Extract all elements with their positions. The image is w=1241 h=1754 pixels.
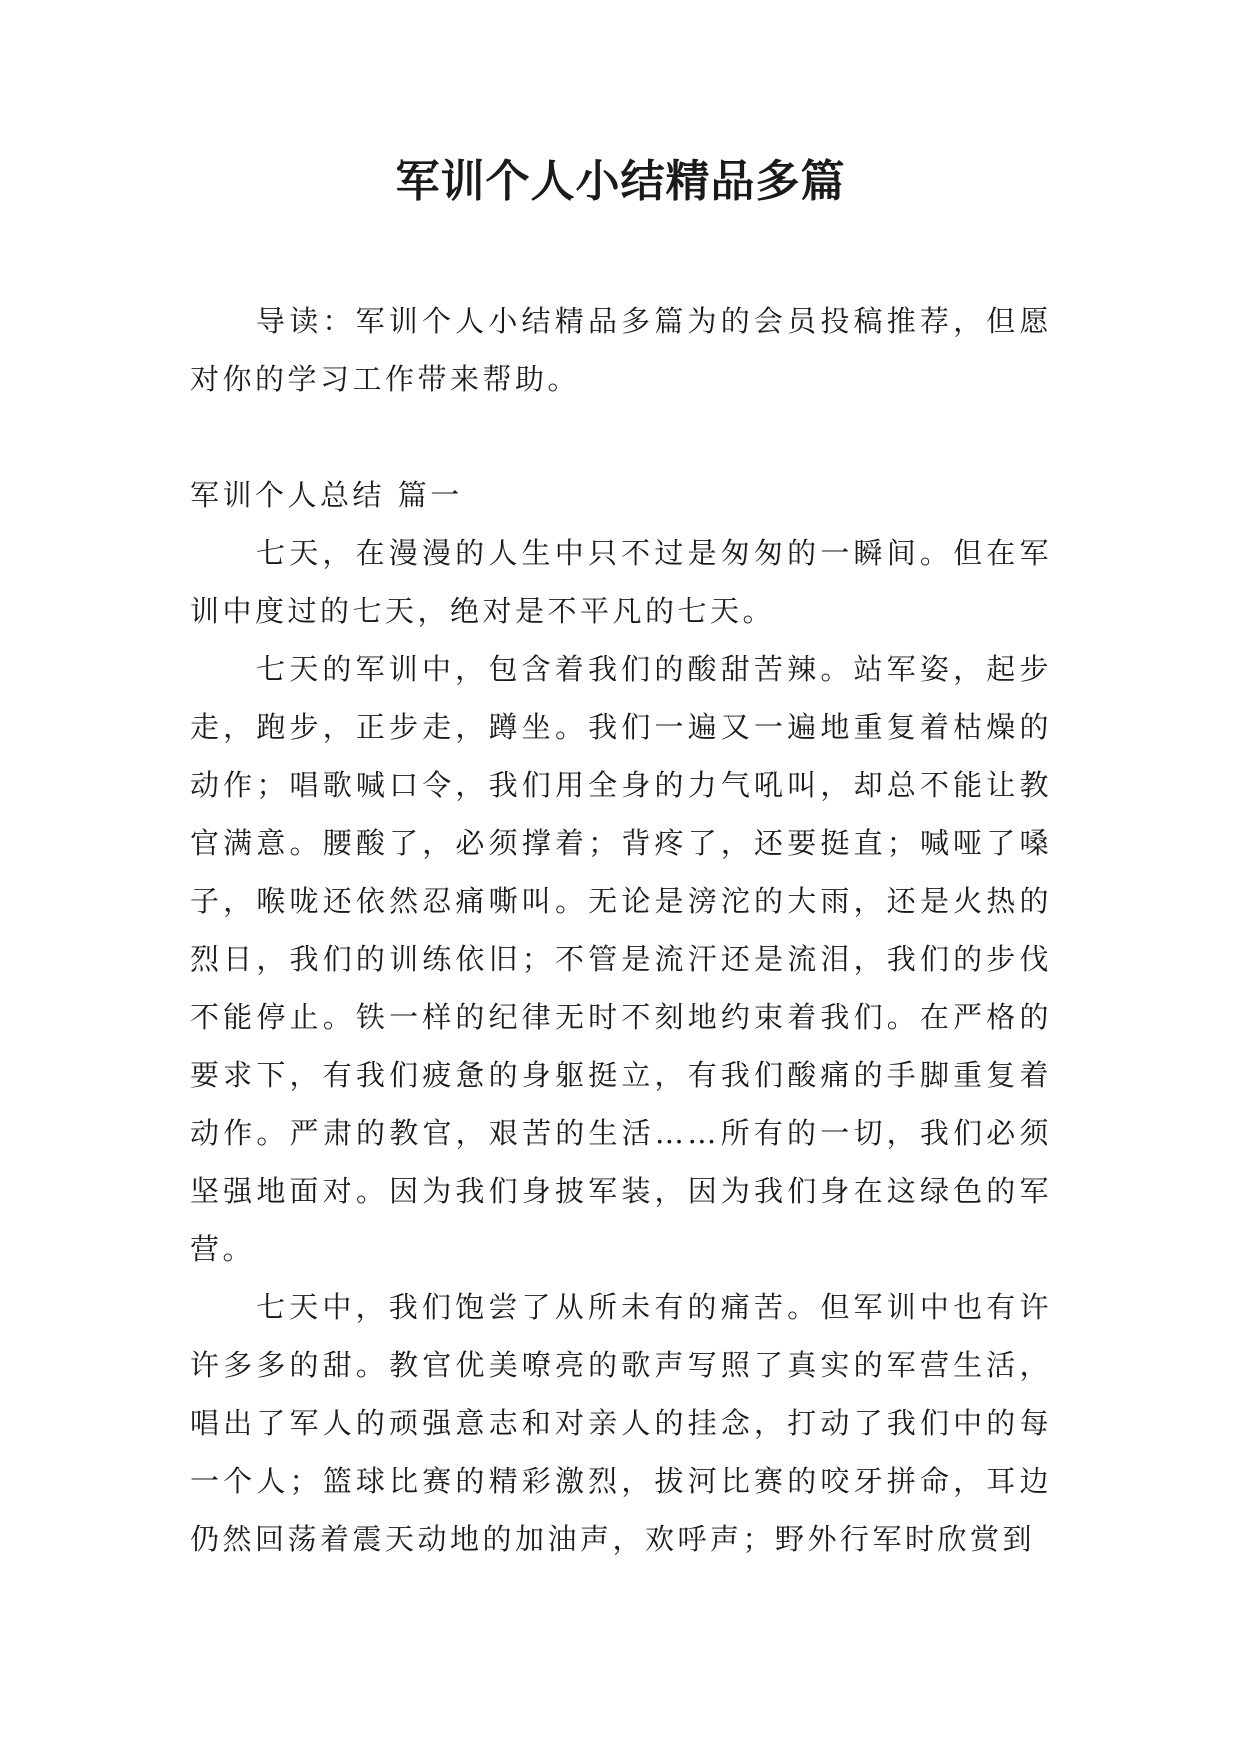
document-body <box>190 292 1052 1568</box>
section-heading: 军训个人总结 篇一 <box>190 478 463 512</box>
intro-paragraph: 导读：军训个人小结精品多篇为的会员投稿推荐，但愿对你的学习工作带来帮助。 <box>190 304 1052 396</box>
body-paragraph-3: 七天中，我们饱尝了从所未有的痛苦。但军训中也有许许多多的甜。教官优美嘹亮的歌声写照了真实的军营生活，唱出了军人的顽强意志和对亲人的挂念，打动了我们中的每一个人；篮球比赛的精彩激烈，拔河比赛的咬牙拼命，耳边仍然回荡着震天动地的加油声，欢呼声；野外行军时欣赏到 <box>190 1290 1052 1556</box>
body-paragraph-2: 七天的军训中，包含着我们的酸甜苦辣。站军姿，起步走，跑步，正步走，蹲坐。我们一遍又一遍地重复着枯燥的动作；唱歌喊口令，我们用全身的力气吼叫，却总不能让教官满意。腰酸了，必须撑着；背疼了，还要挺直；喊哑了嗓子，喉咙还依然忍痛嘶叫。无论是滂沱的大雨，还是火热的烈日，我们的训练依旧；不管是流汗还是流泪，我们的步伐不能停止。铁一样的纪律无时不刻地约束着我们。在严格的要求下，有我们疲惫的身躯挺立，有我们酸痛的手脚重复着动作。严肃的教官，艰苦的生活……所有的一切，我们必须坚强地面对。因为我们身披军装，因为我们身在这绿色的军营。 <box>190 652 1052 1266</box>
body-paragraph-1: 七天，在漫漫的人生中只不过是匆匆的一瞬间。但在军训中度过的七天，绝对是不平凡的七天。 <box>190 536 1052 628</box>
document-title: 军训个人小结精品多篇 <box>395 156 846 207</box>
